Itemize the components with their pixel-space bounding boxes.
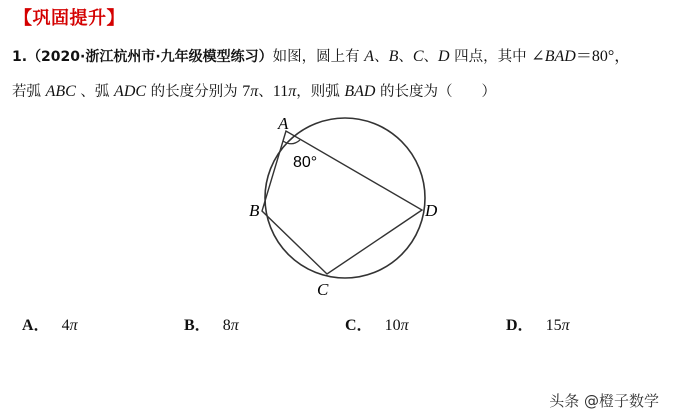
arc-adc: ADC bbox=[114, 83, 147, 100]
question-line-2 bbox=[12, 82, 496, 102]
question-text: 的长度为（ ） bbox=[375, 84, 497, 100]
question-source: （2020·浙江杭州市·九年级模型练习） bbox=[27, 49, 273, 65]
option-d-letter: D． bbox=[506, 317, 534, 334]
pi-symbol: π bbox=[288, 83, 297, 100]
arc-abc: ABC bbox=[45, 83, 76, 100]
option-b[interactable] bbox=[184, 312, 239, 335]
option-a-number: 4 bbox=[61, 317, 70, 334]
question-text: 四点，其中 bbox=[449, 49, 532, 65]
length-2-number: 11 bbox=[272, 83, 289, 100]
label-d: D bbox=[425, 201, 438, 220]
label-c: C bbox=[317, 280, 329, 299]
option-a-letter: A． bbox=[22, 317, 50, 334]
point-c: C bbox=[412, 48, 424, 65]
option-b-letter: B． bbox=[184, 317, 211, 334]
question-text: 如图，圆上有 bbox=[272, 49, 365, 65]
option-d[interactable] bbox=[506, 312, 570, 335]
point-a: A bbox=[364, 48, 375, 65]
length-1-number: 7 bbox=[242, 83, 251, 100]
option-c-letter: C． bbox=[345, 317, 373, 334]
option-d-number: 15 bbox=[545, 317, 562, 334]
separator: 、 bbox=[398, 49, 413, 65]
angle-value: ＝80°， bbox=[575, 48, 631, 65]
option-b-number: 8 bbox=[222, 317, 231, 334]
pi-symbol: π bbox=[250, 83, 259, 100]
separator: 、 bbox=[423, 49, 439, 65]
option-a[interactable] bbox=[22, 312, 78, 335]
geometry-figure bbox=[245, 110, 445, 300]
point-d: D bbox=[438, 48, 450, 65]
angle-name: BAD bbox=[544, 48, 576, 65]
separator: 、 bbox=[374, 49, 389, 65]
answer-options bbox=[22, 312, 662, 334]
point-b: B bbox=[388, 48, 399, 65]
arc-bad: BAD bbox=[344, 83, 376, 100]
label-b: B bbox=[249, 201, 260, 220]
question-text: 若弧 bbox=[12, 84, 46, 100]
angle-symbol: ∠ bbox=[531, 48, 545, 65]
question-number: 1. bbox=[12, 49, 28, 65]
question-text: 的长度分别为 bbox=[146, 84, 243, 100]
question-text: 、弧 bbox=[75, 84, 115, 100]
angle-arc bbox=[283, 140, 300, 144]
watermark: 头条 @橙子数学 bbox=[549, 392, 659, 410]
option-c-pi: π bbox=[400, 317, 409, 334]
question-text: ，则弧 bbox=[296, 84, 345, 100]
option-d-pi: π bbox=[561, 317, 570, 334]
label-a: A bbox=[278, 114, 289, 133]
separator: 、 bbox=[258, 84, 273, 100]
option-a-pi: π bbox=[69, 317, 78, 334]
angle-label: 80° bbox=[293, 154, 318, 171]
question-line-1 bbox=[12, 47, 630, 67]
option-c[interactable] bbox=[345, 312, 409, 335]
option-c-number: 10 bbox=[384, 317, 401, 334]
section-title: 【巩固提升】 bbox=[14, 8, 125, 29]
option-b-pi: π bbox=[230, 317, 239, 334]
